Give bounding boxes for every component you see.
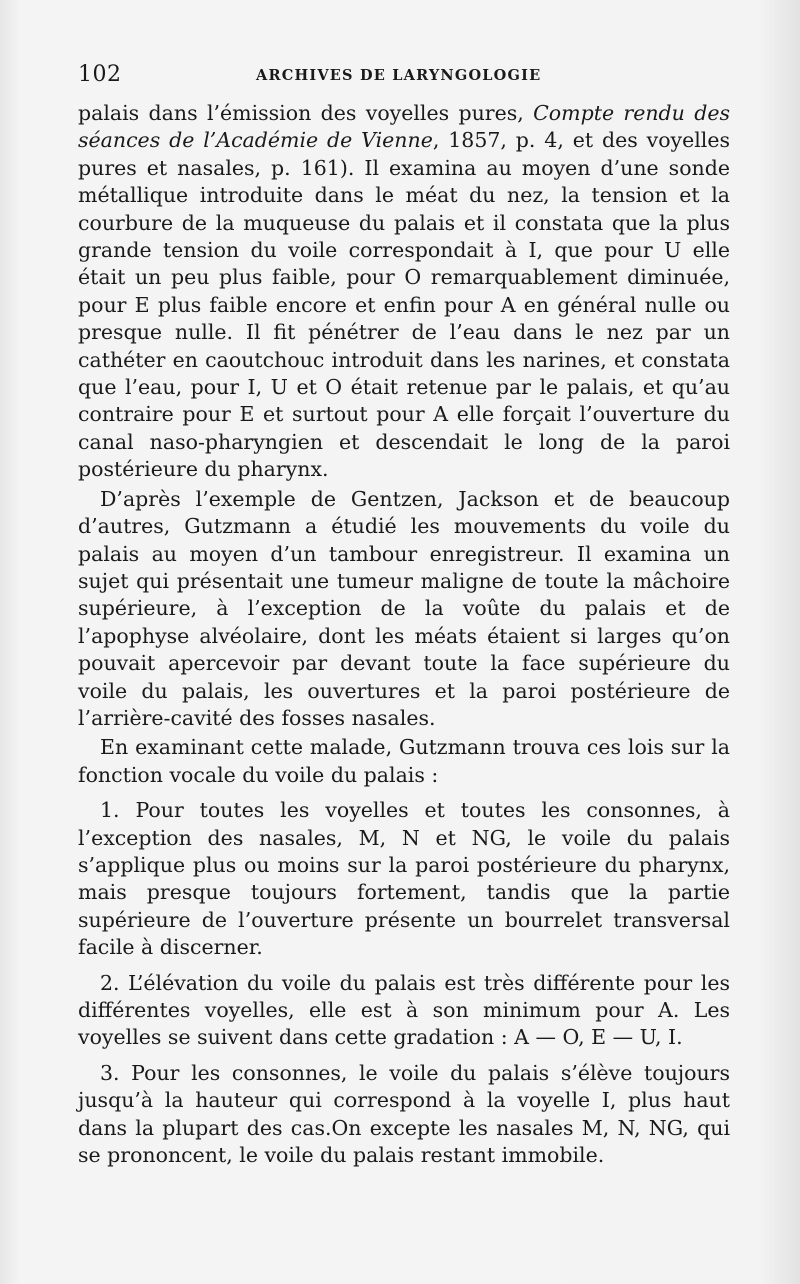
paragraph-laws-intro: En examinant cette malade, Gutzmann trouva ces lois sur la fonction vocale du voile du palais : (78, 735, 730, 787)
paragraph-continuation (78, 100, 730, 484)
page-header (78, 60, 730, 92)
running-head: ARCHIVES DE LARYNGOLOGIE (256, 67, 542, 84)
paragraph-gutzmann-study: D’après l’exemple de Gentzen, Jackson et de beaucoup d’autres, Gutzmann a étudié les mouvements du voile du palais au moyen d’un tambour enregistreur. Il examina un sujet qui présentait une tumeur maligne de toute la mâchoire supérieure, à l’exception de la voûte du palais et de l’apophyse alvéolaire, dont les méats étaient si larges qu’on pouvait apercevoir par devant toute la face supérieure du voile du palais, les ouvertures et la paroi postérieure de l’arrière-cavité des fosses nasales. (78, 486, 730, 730)
body-text (78, 100, 730, 1169)
italic-citation: Compte rendu des séances de l’Académie de Vienne (78, 101, 730, 153)
page-number: 102 (78, 62, 122, 87)
paragraph-text: palais dans l’émission des voyelles pures, (78, 101, 534, 125)
law-item-3: 3. Pour les consonnes, le voile du palais s’élève toujours jusqu’à la hauteur qui correspond à la voyelle I, plus haut dans la plupart des cas.On excepte les nasales M, N, NG, qui se prononcent, le voile du palais restant immobile. (78, 1060, 730, 1168)
paragraph-text: , 1857, p. 4, et des voyelles pures et nasales, p. 161). Il examina au moyen d’une sonde métallique introduite dans le méat du nez, la tension et la courbure de la muqueuse du palais et il constata que la plus grande tension du voile correspondait à I, que pour U elle était un peu plus faible, pour O remarquablement diminuée, pour E plus faible encore et enfin pour A en général nulle ou presque nulle. Il fit pénétrer de l’eau dans le nez par un cathéter en caoutchouc introduit dans les narines, et constata que l’eau, pour I, U et O était retenue par le palais, et qu’au contraire pour E et surtout pour A elle forçait l’ouverture du canal naso-pharyngien et descendait le long de la paroi postérieure du pharynx. (78, 128, 731, 482)
law-item-1: 1. Pour toutes les voyelles et toutes les consonnes, à l’exception des nasales, M, N et NG, le voile du palais s’applique plus ou moins sur la paroi postérieure du pharynx, mais presque toujours fortement, tandis que la partie supérieure de l’ouverture présente un bourrelet transversal facile à discerner. (78, 798, 730, 960)
law-item-2: 2. L’élévation du voile du palais est très différente pour les différentes voyelles, elle est à son minimum pour A. Les voyelles se suivent dans cette gradation : A — O, E — U, I. (78, 970, 730, 1050)
